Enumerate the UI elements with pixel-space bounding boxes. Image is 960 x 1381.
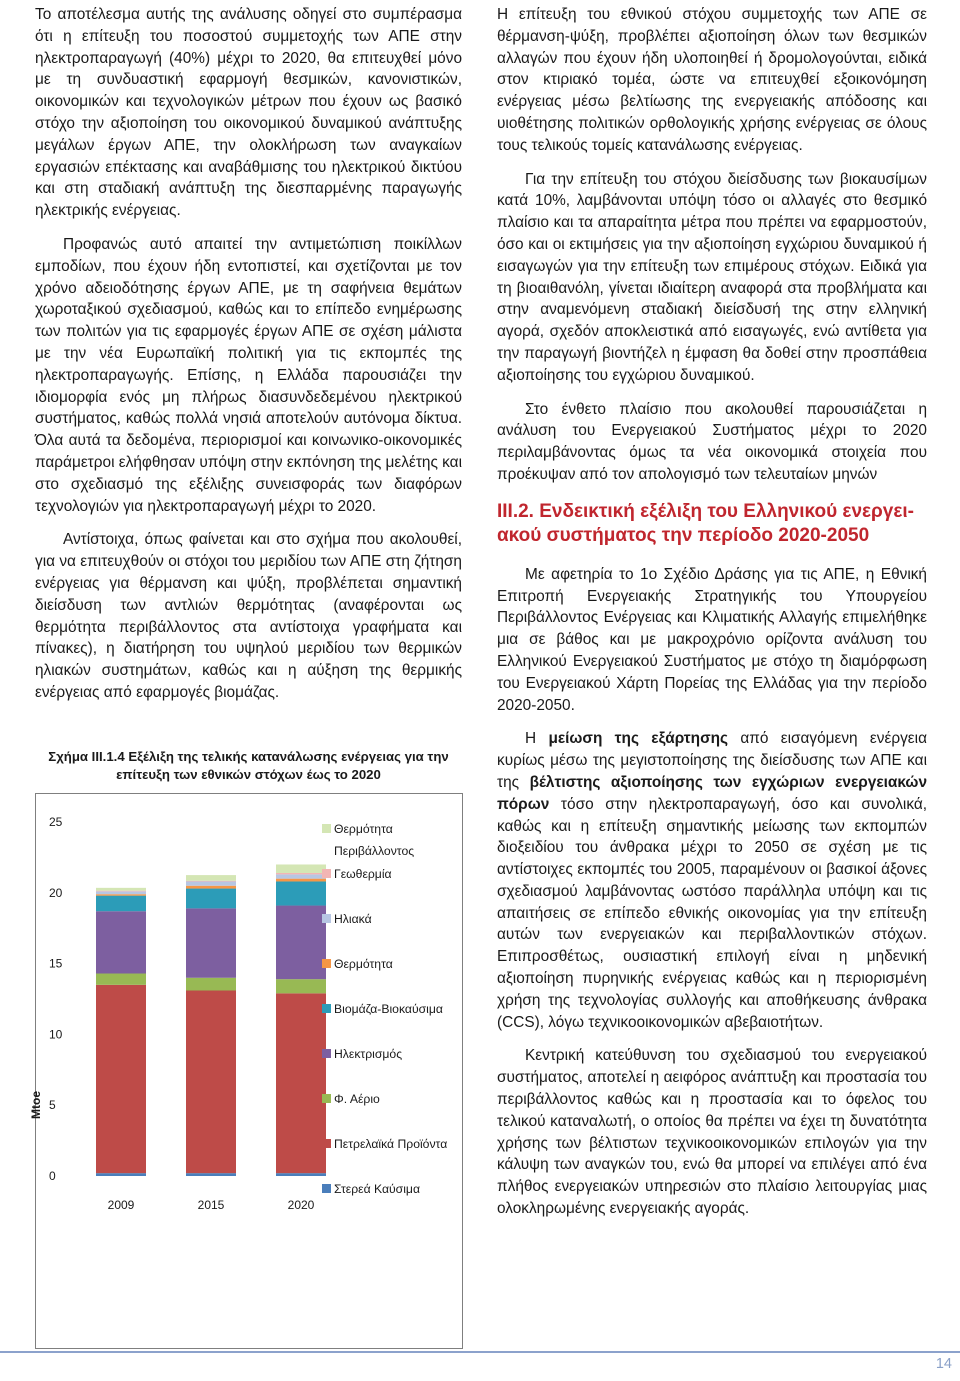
y-axis-title: Mtoe	[29, 1091, 43, 1119]
legend-label: Ηλιακά	[334, 912, 372, 926]
figure-caption-line: επίτευξη των εθνικών στόχων έως το 2020	[116, 767, 381, 782]
bar-segment	[276, 906, 326, 980]
text-run: τόσο στην ηλεκτροπαραγωγή, όσο και συνολικά, καθώς και η επίτευξη σημαντικής μείωσης των εκπομπών διοξειδίου του άνθρακα μέχρι το 2050 σε σχέση με τις αντίστοιχες εκπομπές του 2005, παραμένουν οι βασικοί άξονες σχεδιασμού λαμβάνοντας ωστόσο παράλληλα υπόψη και τις απαιτήσεις σε επίπεδο εθνικής οικονομίας για την επίτευξη αυτών των ενεργειακών και περιβαλλοντικών στόχων. Επιπροσθέτως, ουσιαστική επιλογή είναι η μηδενική αξιοποίηση πυρηνικής ενέργειας καθώς και η περιορισμένη χρήση της τεχνολογίας συλλογής και αποθήκευσης άνθρακα (CCS), λόγω τεχνικοοικονομικών αβεβαιοτήτων.	[497, 795, 927, 1031]
legend-label: Βιομάζα-Βιοκαύσιμα	[334, 1002, 443, 1016]
section-heading-line: ΙΙΙ.2. Ενδεικτική εξέλιξη του Ελληνικού ενεργει-	[497, 500, 914, 522]
chart-canvas	[29, 794, 462, 1348]
legend-swatch	[322, 1139, 331, 1148]
legend-label: Πετρελαϊκά Προϊόντα	[334, 1137, 448, 1151]
paragraph: Το αποτέλεσμα αυτής της ανάλυσης οδηγεί στο συμπέρασμα ότι η επίτευξη του ποσοστού συμμετοχής των ΑΠΕ στην ηλεκτροπαραγωγή (40%) μέχρι το 2020, θα επιτευχθεί μόνο με τη συνδυαστική εφαρμογή θεσμικών, κανονιστικών, οικονομικών και τεχνολογικών μέτρων που έχουν ως βασικό στόχο την αξιοποίηση του οικονομικού δυναμικού ανάπτυξης μεγάλων έργων ΑΠΕ, την ολοκλήρωση των αναγκαίων εργασιών επέκτασης και αναβάθμισης του ηλεκτρικού δικτύου και στη σταδιακή ανάπτυξη της διεσπαρμένης παραγωγής ηλεκτρικής ενέργειας.	[35, 6, 462, 220]
legend-swatch	[322, 1049, 331, 1058]
bar-segment	[96, 896, 146, 912]
paragraph: Η επίτευξη του εθνικού στόχου συμμετοχής των ΑΠΕ σε θέρμανση-ψύξη, προβλέπει αξιοποίηση όλων των θεσμικών αλλαγών που έχουν ήδη υλοποιηθεί ή δρομολογούνται, ειδικά στον κτιριακό τομέα, ώστε να επιτευχθεί εξοικονόμηση ενέργειας μέσω βελτίωσης της ενεργειακής απόδοσης και υιοθέτησης πολιτικών ορθολογικής χρήσης ενέργειας σε όλους τους τελικούς τομείς κατανάλωσης ενέργειας.	[497, 6, 927, 154]
y-tick-label: 20	[49, 885, 63, 900]
bar-segment	[96, 894, 146, 895]
bar-segment	[186, 881, 236, 885]
bar-segment	[96, 911, 146, 973]
bar-segment	[186, 978, 236, 991]
figure-caption-line: Σχήμα ΙΙΙ.1.4 Εξέλιξη της τελικής κατανάλωσης ενέργειας για την	[48, 749, 449, 764]
bar-segment	[186, 875, 236, 881]
bar-segment	[276, 979, 326, 993]
bar-segment	[96, 985, 146, 1173]
text-run: από εισαγόμενη ενέργεια κυρίως μέσω της μεγιστοποίησης της διείσδυσης των ΑΠΕ και της	[497, 730, 927, 791]
bar-segment	[186, 886, 236, 889]
y-tick-label: 5	[49, 1098, 56, 1113]
x-tick-label: 2015	[197, 1198, 225, 1212]
paragraph: Με αφετηρία το 1ο Σχέδιο Δράσης για τις ΑΠΕ, η Εθνική Επιτροπή Ενεργειακής Στρατηγικής του Υπουργείου Περιβάλλοντος Ενέργειας και Κλιματικής Αλλαγής επιμελήθηκε μια σε βάθος και με μακροχρόνιο ορίζοντα ανάλυση του Ελληνικού Ενεργειακού Συστήματος με στόχο τη διαμόρφωση του Ενεργειακού Χάρτη Πορείας της Ελλάδας για την περίοδο 2020-2050.	[497, 565, 927, 714]
legend-label: Θερμότητα	[334, 957, 393, 971]
left-column	[35, 0, 462, 716]
bar-segment	[276, 1173, 326, 1176]
bar-segment	[276, 879, 326, 882]
y-tick-label: 0	[49, 1169, 56, 1183]
figure-caption	[35, 748, 462, 784]
paragraph: Προφανώς αυτό απαιτεί την αντιμετώπιση ποικίλλων εμποδίων, που έχουν ήδη εντοπιστεί, και σχετίζονται με τον χρόνο αδειοδότησης έργων ΑΠΕ, με τη σαφήνεια θεμάτων χωροταξικού σχεδιασμού, καθώς και το επίπεδο ενημέρωσης των πολιτών για τις εφαρμογές έργων ΑΠΕ σε σχέση μάλιστα με την νέα Ευρωπαϊκή πολιτική για τις εκπομπές της ηλεκτροπαραγωγής. Επίσης, η Ελλάδα παρουσιάζει την ιδιομορφία ενός μη πλήρως διασυνδεδεμένου ηλεκτρικού συστήματος, καθώς πολλά νησιά αποτελούν αυτόνομα δίκτυα. Όλα αυτά τα δεδομένα, περιορισμοί και κοινωνικο-οικονομικές παράμετροι ελήφθησαν υπόψη στην εκπόνηση της μελέτης και στο σχεδιασμό της εξέλιξης συνεισφοράς των διαφόρων τεχνολογιών για ηλεκτροπαραγωγή μέχρι το 2020.	[35, 235, 462, 515]
bar-segment	[186, 991, 236, 1174]
section-heading	[497, 500, 927, 548]
legend-label: Θερμότητα	[334, 822, 393, 836]
legend-label: Γεωθερμία	[334, 867, 392, 881]
legend-label: Στερεά Καύσιμα	[334, 1182, 420, 1196]
x-tick-label: 2009	[107, 1198, 135, 1212]
x-tick-label: 2020	[287, 1198, 315, 1212]
legend-swatch	[322, 1094, 331, 1103]
bar-segment	[276, 993, 326, 1173]
bar-segment	[186, 889, 236, 909]
paragraph: Στο ένθετο πλαίσιο που ακολουθεί παρουσιάζεται η ανάλυση του Ενεργειακού Συστήματος μέχρι το 2020 περιλαμβάνοντας όμως τα νέα οικονομικά στοιχεία που προέκυψαν από τον απολογισμό των τελευταίων μηνών	[497, 400, 927, 483]
legend-swatch	[322, 959, 331, 968]
bar-segment	[186, 881, 236, 882]
legend-label: Ηλεκτρισμός	[334, 1047, 403, 1061]
bar-segment	[96, 888, 146, 891]
legend-swatch	[322, 914, 331, 923]
bar-segment	[186, 908, 236, 977]
bar-segment	[96, 891, 146, 892]
text-run: Η	[525, 730, 549, 748]
legend-label: Φ. Αέριο	[334, 1092, 380, 1106]
footer-rule	[0, 1351, 960, 1353]
bold-text: βέλτιστης αξιοποίησης των εγχώριων ενεργειακών πόρων	[497, 773, 927, 813]
paragraph	[497, 728, 927, 1033]
paragraph: Για την επίτευξη του στόχου διείσδυσης των βιοκαυσίμων κατά 10%, λαμβάνονται υπόψη τόσο οι αλλαγές στο θεσμικό πλαίσιο και τα απαραίτητα μέτρα που πρέπει να εφαρμοστούν, όσο και οι εκτιμήσεις για την αξιοποίηση εγχώριου δυναμικού ή εισαγωγών για την επίτευξη των επιμέρους στόχων. Ειδικά για τη βιοαιθανόλη, γίνεται ιδιαίτερη αναφορά στα προβλήματα και στην αναμενόμενη σταδιακή διείσδυσή της στην ελληνική αγορά, σχεδόν αποκλειστικά από εισαγωγές, ενώ αντίθετα για την παραγωγή βιοντήζελ η έμφαση θα δοθεί στην προσπάθεια αξιοποίησης του εγχώριου δυναμικού.	[497, 170, 927, 384]
legend-swatch	[322, 1184, 331, 1193]
bar-segment	[276, 881, 326, 905]
bar-segment	[186, 1173, 236, 1176]
bar-segment	[96, 891, 146, 894]
section-heading-line: ακού συστήματος την περίοδο 2020-2050	[497, 524, 870, 546]
bar-segment	[276, 864, 326, 872]
bar-segment	[276, 873, 326, 874]
page-number: 14	[935, 1356, 952, 1372]
bar-segment	[96, 1173, 146, 1176]
legend-swatch	[322, 824, 331, 833]
y-tick-label: 10	[49, 1027, 63, 1042]
legend-swatch	[322, 1004, 331, 1013]
right-column	[497, 0, 927, 1232]
stacked-bar-chart	[29, 793, 463, 1349]
y-tick-label: 25	[49, 815, 63, 829]
paragraph: Κεντρική κατεύθυνση του σχεδιασμού του ενεργειακού συστήματος, αποτελεί η αειφόρος ανάπτυξη και προστασία του περιβάλλοντος καθώς και η προστασία και το όφελος του τελικού καταναλωτή, ο οποίος θα πρέπει να έχει τη δυνατότητα χρήσης των βέλτιστων τεχνικοοικονομικών επιλογών για την κάλυψη των αναγκών του, ενώ θα μπορεί να επιλέγει από ένα πλήθος ενεργειακών υπηρεσιών στο πλαίσιο λειτουργίας μιας ολοκληρωμένης ενεργειακής αγοράς.	[497, 1047, 927, 1218]
bar-segment	[276, 874, 326, 878]
bold-text: μείωση της εξάρτησης	[548, 730, 728, 748]
bar-segment	[96, 974, 146, 985]
y-tick-label: 15	[49, 956, 63, 971]
legend-label: Περιβάλλοντος	[334, 844, 415, 858]
legend-swatch	[322, 869, 331, 878]
paragraph: Αντίστοιχα, όπως φαίνεται και στο σχήμα που ακολουθεί, για να επιτευχθούν οι στόχοι του μεριδίου των ΑΠΕ στη ζήτηση ενέργειας για θέρμανση και ψύξη, προβλέπεται σημαντική διείσδυση των αντλιών θερμότητας (αναφέρονται ως θερμότητα περιβάλλοντος στα αντίστοιχα γραφήματα και πίνακες), η διατήρηση του υψηλού μεριδίου των θερμικών ηλιακών συστημάτων, καθώς και η αύξηση της θερμικής ενέργειας από εφαρμογές βιομάζας.	[35, 531, 462, 701]
